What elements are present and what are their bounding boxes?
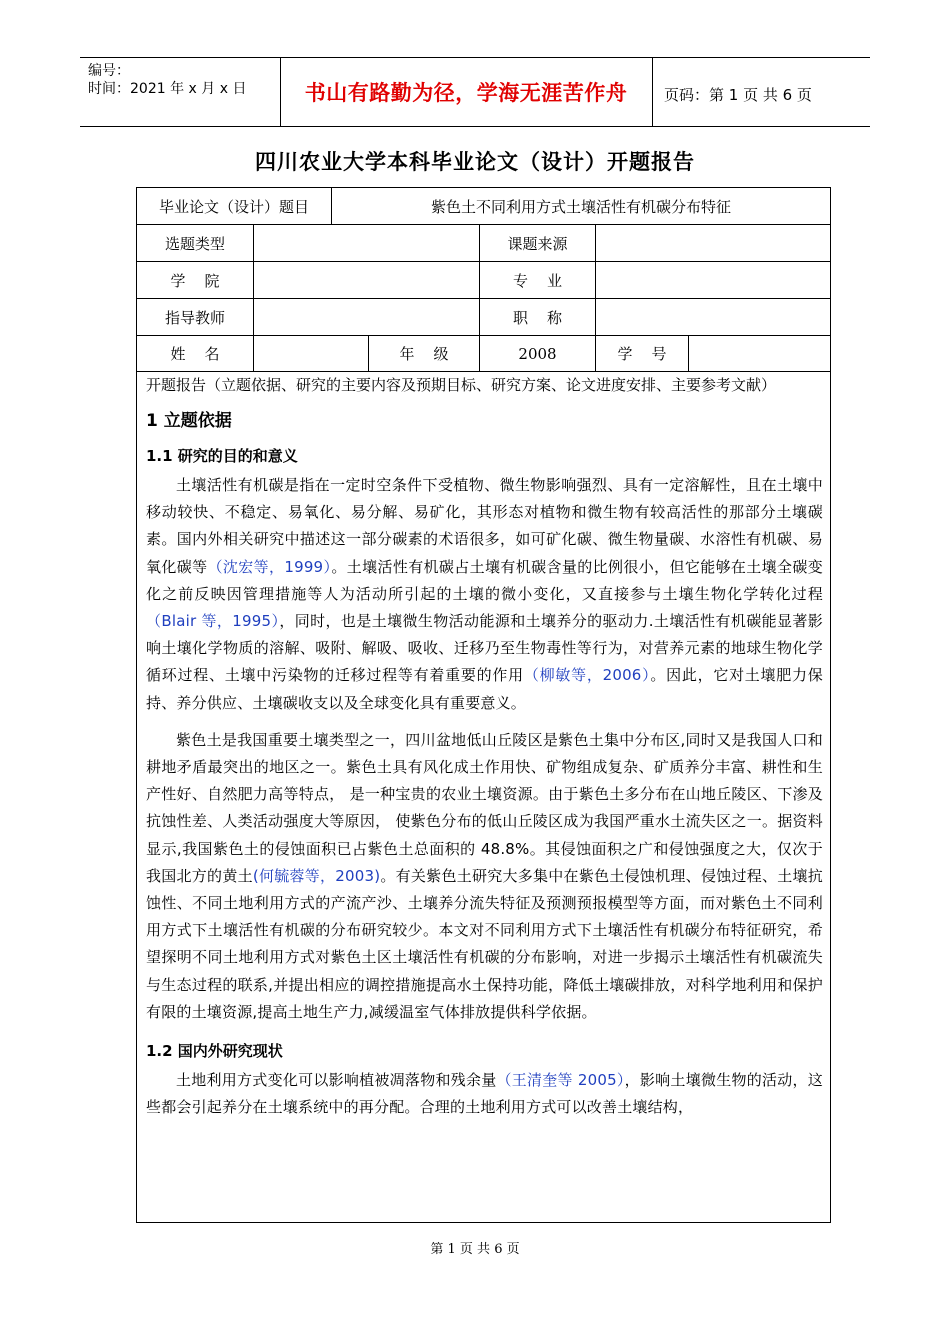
- form-row-college: [137, 262, 830, 299]
- citation: （Blair 等，1995）: [146, 612, 280, 631]
- citation: (何毓蓉等，2003): [252, 866, 381, 885]
- document-title: 四川农业大学本科毕业论文（设计）开题报告: [255, 149, 695, 174]
- text-run: 紫色土是我国重要土壤类型之一，四川盆地低山丘陵区是紫色土集中分布区,同时又是我国人口和耕地矛盾最突出的地区之一。紫色土具有风化成土作用快、矿物组成复杂、矿质养分丰富、耕性和生产性好、自然肥力高等特点， 是一种宝贵的农业土壤资源。由于紫色土多分布在山地丘陵区、下渗及抗蚀性差、人类活动强度大等原因， 使紫色分布的低山丘陵区成为我国严重水土流失区之一。据资料显示,我国紫色土的侵蚀面积已占紫色土总面积的 48.8%。其侵蚀面积之广和侵蚀强度之大，仅次于我国北方的黄土: [146, 730, 823, 885]
- grade-value: 2008: [518, 344, 557, 363]
- header-meta: [88, 62, 278, 98]
- topic-source-value: [596, 225, 830, 261]
- advisor-label: 指导教师: [164, 308, 225, 327]
- student-id-value: [689, 336, 830, 371]
- paragraph: [146, 1067, 823, 1121]
- college-label: 学 院: [170, 271, 220, 290]
- text-run: 。土壤活性有机碳占土壤有机碳含量的比例很小，但它能够在土壤全碳变化之前反映因管理措施等人为活动所引起的土壤的微小变化，又直接参与土壤生物化学转化过程: [146, 557, 823, 603]
- form-row-student: [137, 336, 830, 372]
- college-value: [254, 262, 479, 298]
- major-label: 专 业: [512, 271, 563, 290]
- text-run: 。因此，它对土壤肥力保持、养分供应、土壤碳收支以及全球变化具有重要意义。: [146, 666, 823, 712]
- header-page-info: 页码：第 1 页 共 6 页: [664, 86, 812, 104]
- paragraph: [146, 727, 823, 1026]
- time-label: 时间：2021 年 x 月 x 日: [88, 81, 247, 97]
- header-divider: [652, 58, 653, 126]
- report-body: [137, 371, 830, 1121]
- major-value: [596, 262, 830, 298]
- subsection-heading: 1.2 国内外研究现状: [146, 1042, 283, 1061]
- topic-type-value: [254, 225, 479, 261]
- professional-title-label: 职 称: [512, 308, 563, 327]
- citation: （沈宏等，1999）: [207, 557, 332, 576]
- text-run: ，影响土壤微生物的活动，这些都会引起养分在土壤系统中的再分配。合理的土地利用方式可以改善土壤结构，: [146, 1071, 823, 1117]
- proposal-form: [136, 187, 831, 1223]
- name-value: [254, 336, 368, 371]
- grade-label: 年 级: [399, 345, 449, 363]
- citation: （王清奎等 2005）: [496, 1071, 625, 1090]
- text-run: 。有关紫色土研究大多集中在紫色土侵蚀机理、侵蚀过程、土壤抗蚀性、不同土地利用方式的产流产沙、土壤养分流失特征及预测预报模型等方面，而对紫色土不同利用方式下土壤活性有机碳的分布研究较少。本文对不同利用方式下土壤活性有机碳分布特征研究，希望探明不同土地利用方式对紫色土区土壤活性有机碳的分布影响，对进一步揭示土壤活性有机碳流失与生态过程的联系,并提出相应的调控措施提高水土保持功能，降低土壤碳排放，对科学地利用和保护有限的土壤资源,提高土地生产力,减缓温室气体排放提供科学依据。: [146, 866, 823, 1021]
- text-run: 土壤活性有机碳是指在一定时空条件下受植物、微生物影响强烈、具有一定溶解性，且在土壤中移动较快、不稳定、易氧化、易分解、易矿化，其形态对植物和微生物有较高活性的那部分土壤碳素。国内外相关研究中描述这一部分碳素的术语很多，如可矿化碳、微生物量碳、水溶性有机碳、易氧化碳等: [146, 476, 823, 576]
- header-bar: [80, 57, 870, 127]
- subsection-heading: 1.1 研究的目的和意义: [146, 447, 298, 465]
- topic-type-label: 选题类型: [164, 234, 225, 253]
- thesis-title-label: 毕业论文（设计）题目: [158, 197, 309, 216]
- paragraph: [146, 472, 823, 717]
- name-label: 姓 名: [170, 345, 220, 363]
- citation: （柳敏等，2006）: [523, 666, 651, 685]
- form-row-advisor: [137, 299, 830, 336]
- professional-title-value: [596, 299, 830, 335]
- student-id-label: 学 号: [617, 345, 667, 363]
- section-heading: 1 立题依据: [146, 411, 232, 431]
- form-row-thesis-title: [137, 188, 830, 225]
- advisor-value: [254, 299, 479, 335]
- page-footer: 第 1 页 共 6 页: [430, 1242, 520, 1257]
- topic-source-label: 课题来源: [507, 234, 568, 253]
- number-label: 编号：: [88, 63, 130, 79]
- report-lead: 开题报告（立题依据、研究的主要内容及预期目标、研究方案、论文进度安排、主要参考文献）: [146, 376, 777, 394]
- text-run: ，同时，也是土壤微生物活动能源和土壤养分的驱动力.土壤活性有机碳能显著影响土壤化学物质的溶解、吸附、解吸、吸收、迁移乃至生物毒性等行为，对营养元素的地球生物化学循环过程、土壤中污染物的迁移过程等有着重要的作用: [146, 612, 823, 685]
- text-run: 土地利用方式变化可以影响植被凋落物和残余量: [176, 1071, 497, 1090]
- header-motto: 书山有路勤为径，学海无涯苦作舟: [304, 81, 628, 105]
- thesis-title-value: 紫色土不同利用方式土壤活性有机碳分布特征: [430, 197, 731, 216]
- form-row-topic: [137, 225, 830, 262]
